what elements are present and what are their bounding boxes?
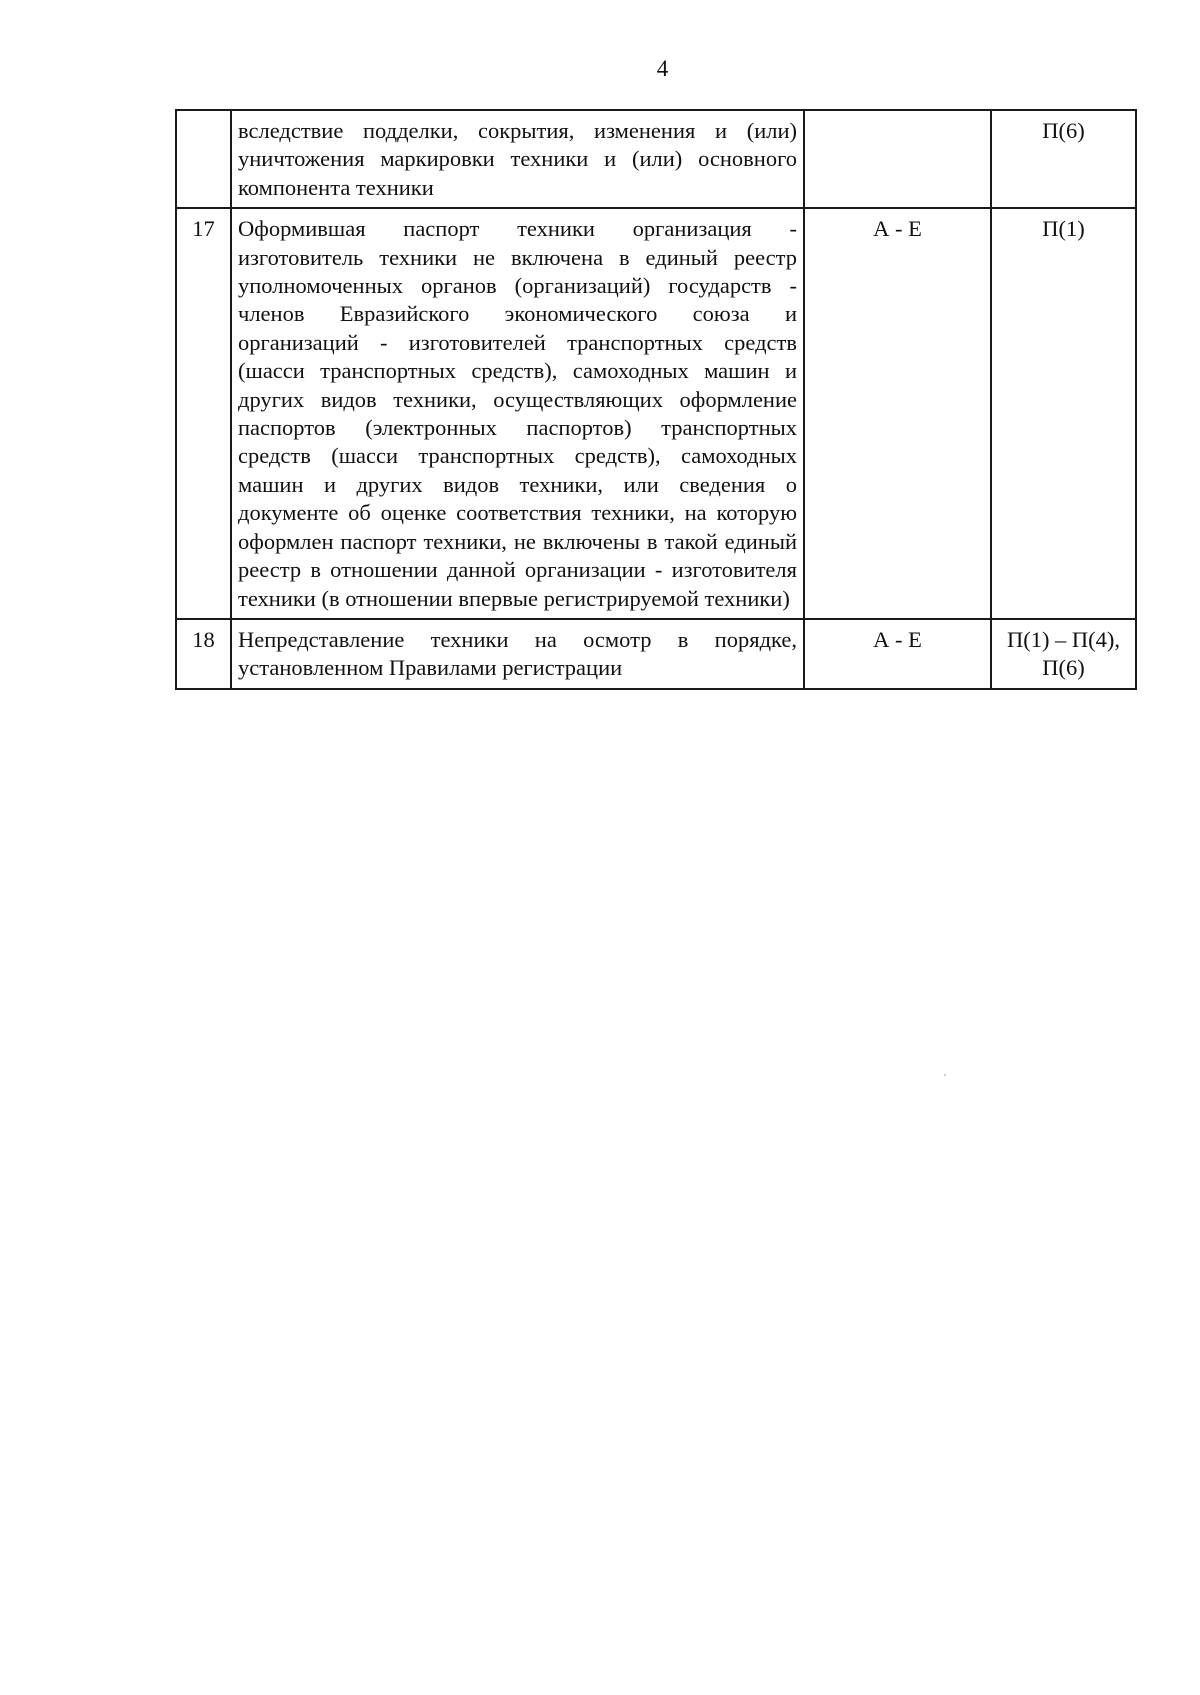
row-penalty: П(6) [991,110,1136,208]
row-penalty-line: П(6) [1042,655,1085,681]
row-number [176,110,231,208]
row-penalty [991,619,1136,689]
row-description: Оформившая паспорт техники организация - изготовитель техники не включена в единый реестр уполномоченных органов (организаций) государств - членов Евразийского экономического союза и организаций - изготовителей транспортных средств (шасси транспортных средств), самоходных машин и других видов техники, осуществляющих оформление паспортов (электронных паспортов) транспортных средств (шасси транспортных средств), самоходных машин и других видов техники, или сведения о документе об оценке соответствия техники, на которую оформлен паспорт техники, не включены в такой единый реестр в отношении данной организации - изготовителя техники (в отношении впервые регистрируемой техники) [231,208,804,619]
table-row [176,208,1136,619]
regulation-table [175,109,1137,690]
row-category: А - Е [804,619,991,689]
row-category [804,110,991,208]
table-row [176,110,1136,208]
table-row [176,619,1136,689]
row-penalty: П(1) [991,208,1136,619]
row-category: А - Е [804,208,991,619]
scan-speck [944,1074,946,1076]
page-number: 4 [656,56,669,81]
row-penalty-line: П(1) – П(4), [1006,626,1121,652]
row-number: 18 [176,619,231,689]
row-number: 17 [176,208,231,619]
row-description: вследствие подделки, сокрытия, изменения и (или) уничтожения маркировки техники и (или) основного компонента техники [231,110,804,208]
row-description: Непредставление техники на осмотр в порядке, установленном Правилами регистрации [231,619,804,689]
